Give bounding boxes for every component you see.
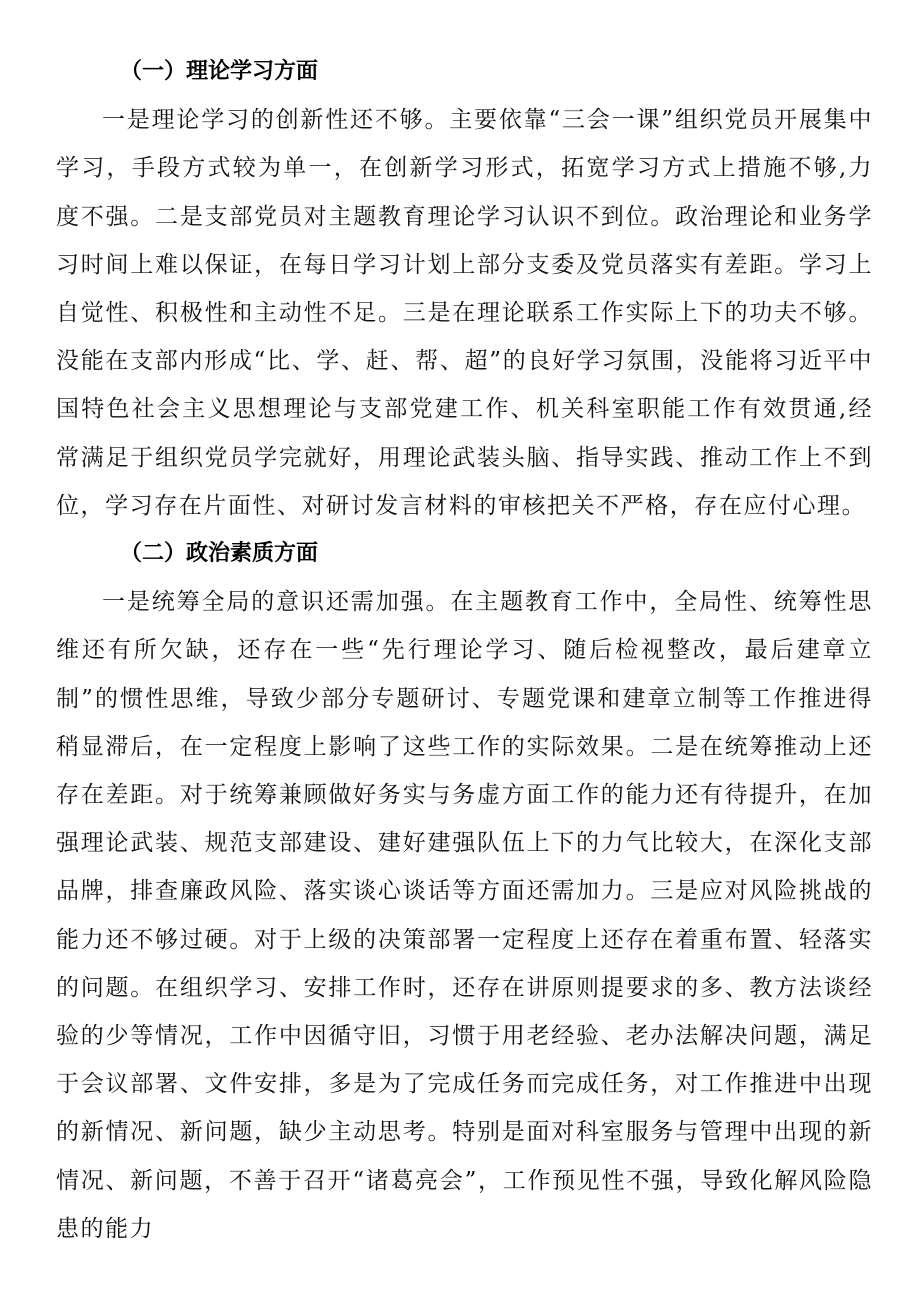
section-paragraph-political-quality: 一是统筹全局的意识还需加强。在主题教育工作中，全局性、统筹性思维还有所欠缺，还存在一些“先行理论学习、随后检视整改，最后建章立制”的惯性思维，导致少部分专题研讨、专题党课和建章立制等工作推进得稍显滞后，在一定程度上影响了这些工作的实际效果。二是在统筹推动上还存在差距。对于统筹兼顾做好务实与务虚方面工作的能力还有待提升，在加强理论武装、规范支部建设、建好建强队伍上下的力气比较大，在深化支部品牌，排查廉政风险、落实谈心谈话等方面还需加力。三是应对风险挑战的能力还不够过硬。对于上级的决策部署一定程度上还存在着重布置、轻落实的问题。在组织学习、安排工作时，还存在讲原则提要求的多、教方法谈经验的少等情况，工作中因循守旧，习惯于用老经验、老办法解决问题，满足于会议部署、文件安排，多是为了完成任务而完成任务，对工作推进中出现的新情况、新问题，缺少主动思考。特别是面对科室服务与管理中出现的新情况、新问题，不善于召开“诸葛亮会”，工作预见性不强，导致化解风险隐患的能力 (56, 589, 873, 1242)
section-heading-political-quality: （二）政治素质方面 (120, 541, 319, 567)
document-body (56, 48, 873, 1253)
section-heading-theory-study: （一）理论学习方面 (120, 59, 319, 84)
section-paragraph-theory-study: 一是理论学习的创新性还不够。主要依靠“三会一课”组织党员开展集中学习，手段方式较为单一，在创新学习形式，拓宽学习方式上措施不够,力度不强。二是支部党员对主题教育理论学习认识不到位。政治理论和业务学习时间上难以保证，在每日学习计划上部分支委及党员落实有差距。学习上自觉性、积极性和主动性不足。三是在理论联系工作实际上下的功夫不够。没能在支部内形成“比、学、赶、帮、超”的良好学习氛围，没能将习近平中国特色社会主义思想理论与支部党建工作、机关科室职能工作有效贯通,经常满足于组织党员学完就好，用理论武装头脑、指导实践、推动工作上不到位，学习存在片面性、对研讨发言材料的审核把关不严格，存在应付心理。 (56, 107, 873, 519)
